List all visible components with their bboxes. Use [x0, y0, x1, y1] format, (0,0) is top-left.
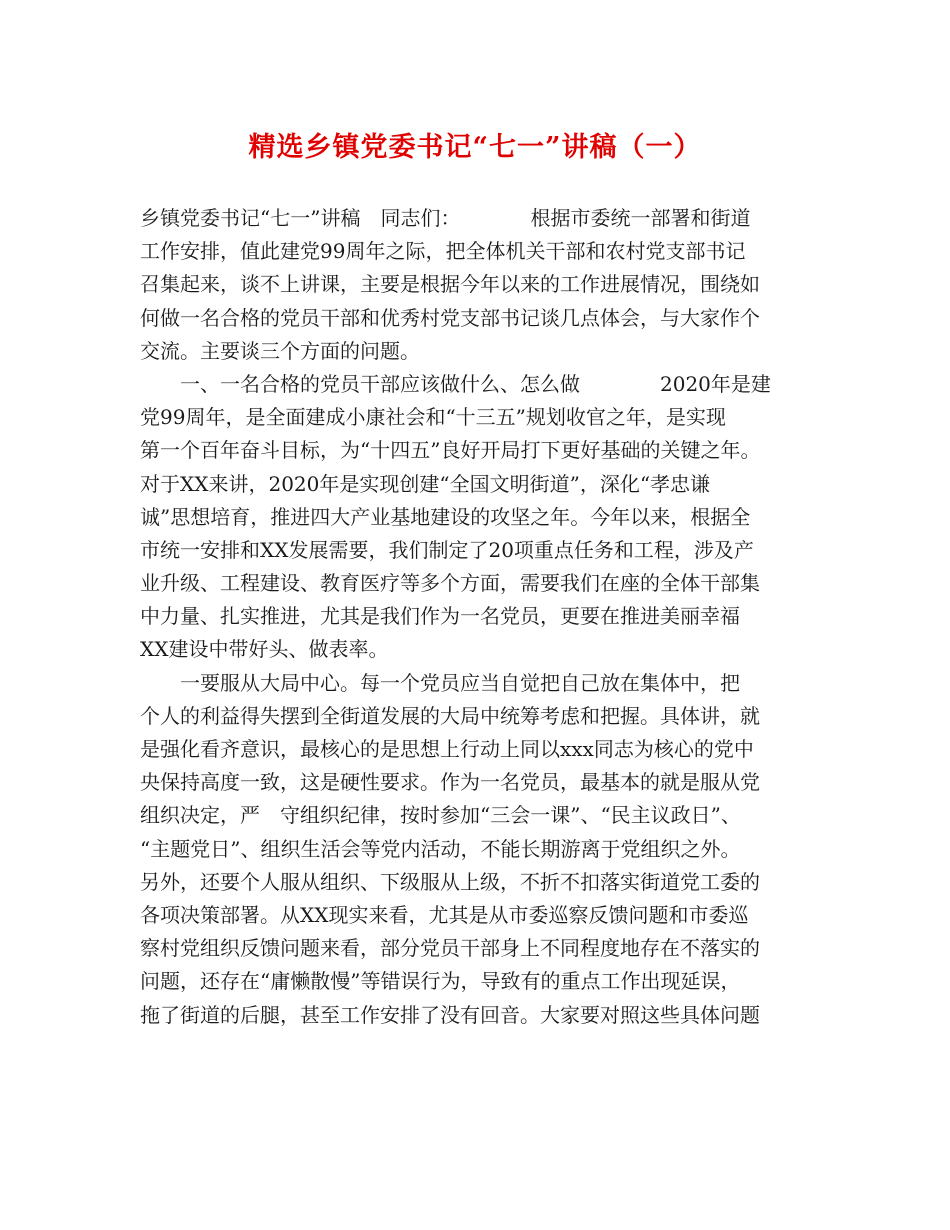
text-line: 何做一名合格的党员干部和优秀村党支部书记谈几点体会，与大家作个 — [140, 305, 760, 330]
text-line: 另外，还要个人服从组织、下级服从上级，不折不扣落实街道党工委的 — [140, 869, 760, 894]
text-line: 业升级、工程建设、教育医疗等多个方面，需要我们在座的全体干部集 — [140, 571, 760, 596]
text-line: 一要服从大局中心。每一个党员应当自觉把自己放在集体中，把 — [140, 670, 740, 695]
text-line: 问题，还存在“庸懒散慢”等错误行为，导致有的重点工作出现延误， — [140, 969, 741, 994]
text-line: 拖了街道的后腿，甚至工作安排了没有回音。大家要对照这些具体问题 — [140, 1002, 760, 1027]
text-line: 个人的利益得失摆到全街道发展的大局中统筹考虑和把握。具体讲，就 — [140, 703, 760, 728]
text-line: 央保持高度一致，这是硬性要求。作为一名党员，最基本的就是服从党 — [140, 770, 760, 795]
text-line: 组织决定，严 守组织纪律，按时参加“三会一课”、“民主议政日”、 — [140, 803, 741, 828]
text-line: 察村党组织反馈问题来看，部分党员干部身上不同程度地存在不落实的 — [140, 936, 760, 961]
document-title: 精选乡镇党委书记“七一”讲稿（一） — [248, 132, 702, 163]
text-line: 第一个百年奋斗目标，为“十四五”良好开局打下更好基础的关键之年。 — [140, 438, 761, 463]
text-line: 交流。主要谈三个方面的问题。 — [140, 338, 420, 363]
text-line: XX建设中带好头、做表率。 — [140, 637, 389, 662]
text-line: “主题党日”、组织生活会等党内活动，不能长期游离于党组织之外。 — [140, 836, 741, 861]
text-line: 市统一安排和XX发展需要，我们制定了20项重点任务和工程，涉及产 — [140, 537, 754, 562]
text-line: 一、一名合格的党员干部应该做什么、怎么做 2020年是建 — [140, 371, 771, 396]
text-line: 党99周年，是全面建成小康社会和“十三五”规划收官之年，是实现 — [140, 405, 726, 430]
document-body — [140, 202, 816, 1032]
text-line: 诚”思想培育，推进四大产业基地建设的攻坚之年。今年以来，根据全 — [140, 504, 751, 529]
text-line: 乡镇党委书记“七一”讲稿 同志们： 根据市委统一部署和街道 — [140, 206, 751, 230]
text-line: 是强化看齐意识，最核心的是思想上行动上同以xxx同志为核心的党中 — [140, 737, 754, 761]
text-line: 各项决策部署。从XX现实来看，尤其是从市委巡察反馈问题和市委巡 — [140, 902, 749, 927]
text-line: 中力量、扎实推进，尤其是我们作为一名党员，更要在推进美丽幸福 — [140, 604, 740, 629]
text-line: 对于XX来讲，2020年是实现创建“全国文明街道”，深化“孝忠谦 — [140, 471, 711, 496]
text-line: 召集起来，谈不上讲课，主要是根据今年以来的工作进展情况，围绕如 — [140, 272, 760, 297]
text-line: 工作安排，值此建党99周年之际，把全体机关干部和农村党支部书记 — [140, 239, 746, 264]
